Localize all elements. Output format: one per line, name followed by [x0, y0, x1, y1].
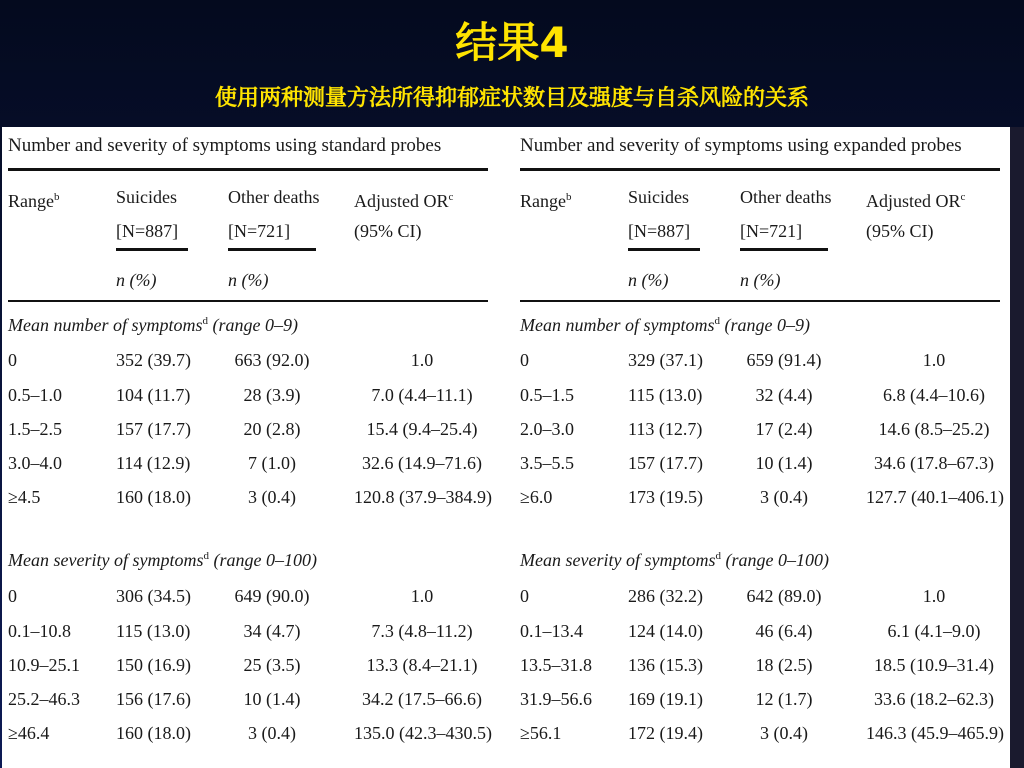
table-row: 3.5–5.5 157 (17.7) 10 (1.4) 34.6 (17.8–67.3) [520, 453, 994, 473]
table-row: 31.9–56.6 169 (19.1) 12 (1.7) 33.6 (18.2–62.3) [520, 689, 994, 709]
other-deaths-n: [N=721] [740, 221, 803, 241]
section-title-number: Mean number of symptoms$^d$ (range 0–9) [520, 315, 810, 335]
panel-title: Number and severity of symptoms using expanded probes [520, 135, 962, 156]
range-header: Range$^b$ [520, 191, 572, 211]
adjusted-or-header: Adjusted $OR^c$ [866, 191, 966, 211]
expanded-probes-panel [520, 127, 1006, 768]
table-row: 0.5–1.5 115 (13.0) 32 (4.4) 6.8 (4.4–10.6) [520, 385, 985, 405]
table-image [2, 127, 1010, 768]
table-row: ≥4.5 160 (18.0) 3 (0.4) 120.8 (37.9–384.9) [8, 487, 492, 507]
other-deaths-n: [N=721] [228, 221, 291, 241]
table-row: 0.1–13.4 124 (14.0) 46 (6.4) 6.1 (4.1–9.0) [520, 621, 981, 641]
table-row: 0.5–1.0 104 (11.7) 28 (3.9) 7.0 (4.4–11.1) [8, 385, 473, 405]
adjusted-or-header: Adjusted $OR^c$ [354, 191, 454, 211]
top-rule [8, 168, 488, 171]
table-row: 25.2–46.3 156 (17.6) 10 (1.4) 34.2 (17.5–66.6) [8, 689, 482, 709]
header-rule [520, 300, 1000, 302]
table-row: 1.5–2.5 157 (17.7) 20 (2.8) 15.4 (9.4–25.4) [8, 419, 478, 439]
suicides-n: [N=887] [628, 221, 691, 241]
other-deaths-underline [228, 248, 316, 251]
header-rule [8, 300, 488, 302]
table-row: 0.1–10.8 115 (13.0) 34 (4.7) 7.3 (4.8–11.2) [8, 621, 473, 641]
table-row: 0 329 (37.1) 659 (91.4) 1.0 [520, 350, 946, 370]
other-deaths-underline [740, 248, 828, 251]
section-title-number: Mean number of symptoms$^d$ (range 0–9) [8, 315, 298, 335]
section-title-severity: Mean severity of symptoms$^d$ (range 0–100) [8, 550, 317, 570]
ci-header: (95% CI) [866, 221, 934, 241]
table-row: 0 286 (32.2) 642 (89.0) 1.0 [520, 586, 946, 606]
suicides-underline [628, 248, 700, 251]
slide-edge [1010, 127, 1024, 768]
table-row: ≥56.1 172 (19.4) 3 (0.4) 146.3 (45.9–465.9) [520, 723, 1004, 743]
other-npct: n (%) [228, 270, 269, 290]
slide-title: 结果4 [455, 18, 569, 67]
other-deaths-header: Other deaths [228, 187, 320, 207]
table-row: 13.5–31.8 136 (15.3) 18 (2.5) 18.5 (10.9–31.4) [520, 655, 994, 675]
slide-subtitle: 使用两种测量方法所得抑郁症状数目及强度与自杀风险的关系 [214, 86, 809, 111]
panel-title: Number and severity of symptoms using standard probes [8, 135, 442, 156]
suicides-underline [116, 248, 188, 251]
table-row: 0 306 (34.5) 649 (90.0) 1.0 [8, 586, 434, 606]
other-deaths-header: Other deaths [740, 187, 832, 207]
standard-probes-panel [8, 127, 494, 768]
section-title-severity: Mean severity of symptoms$^d$ (range 0–100) [520, 550, 829, 570]
table-row: 10.9–25.1 150 (16.9) 25 (3.5) 13.3 (8.4–21.1) [8, 655, 478, 675]
table-row: ≥6.0 173 (19.5) 3 (0.4) 127.7 (40.1–406.1) [520, 487, 1004, 507]
table-row: 0 352 (39.7) 663 (92.0) 1.0 [8, 350, 434, 370]
suicides-header: Suicides [116, 187, 177, 207]
suicides-npct: n (%) [116, 270, 157, 290]
table-row: 2.0–3.0 113 (12.7) 17 (2.4) 14.6 (8.5–25.2) [520, 419, 990, 439]
suicides-header: Suicides [628, 187, 689, 207]
table-row: 3.0–4.0 114 (12.9) 7 (1.0) 32.6 (14.9–71.6) [8, 453, 482, 473]
suicides-n: [N=887] [116, 221, 179, 241]
other-npct: n (%) [740, 270, 781, 290]
top-rule [520, 168, 1000, 171]
range-header: Range$^b$ [8, 191, 60, 211]
table-row: ≥46.4 160 (18.0) 3 (0.4) 135.0 (42.3–430.5) [8, 723, 492, 743]
ci-header: (95% CI) [354, 221, 422, 241]
suicides-npct: n (%) [628, 270, 669, 290]
